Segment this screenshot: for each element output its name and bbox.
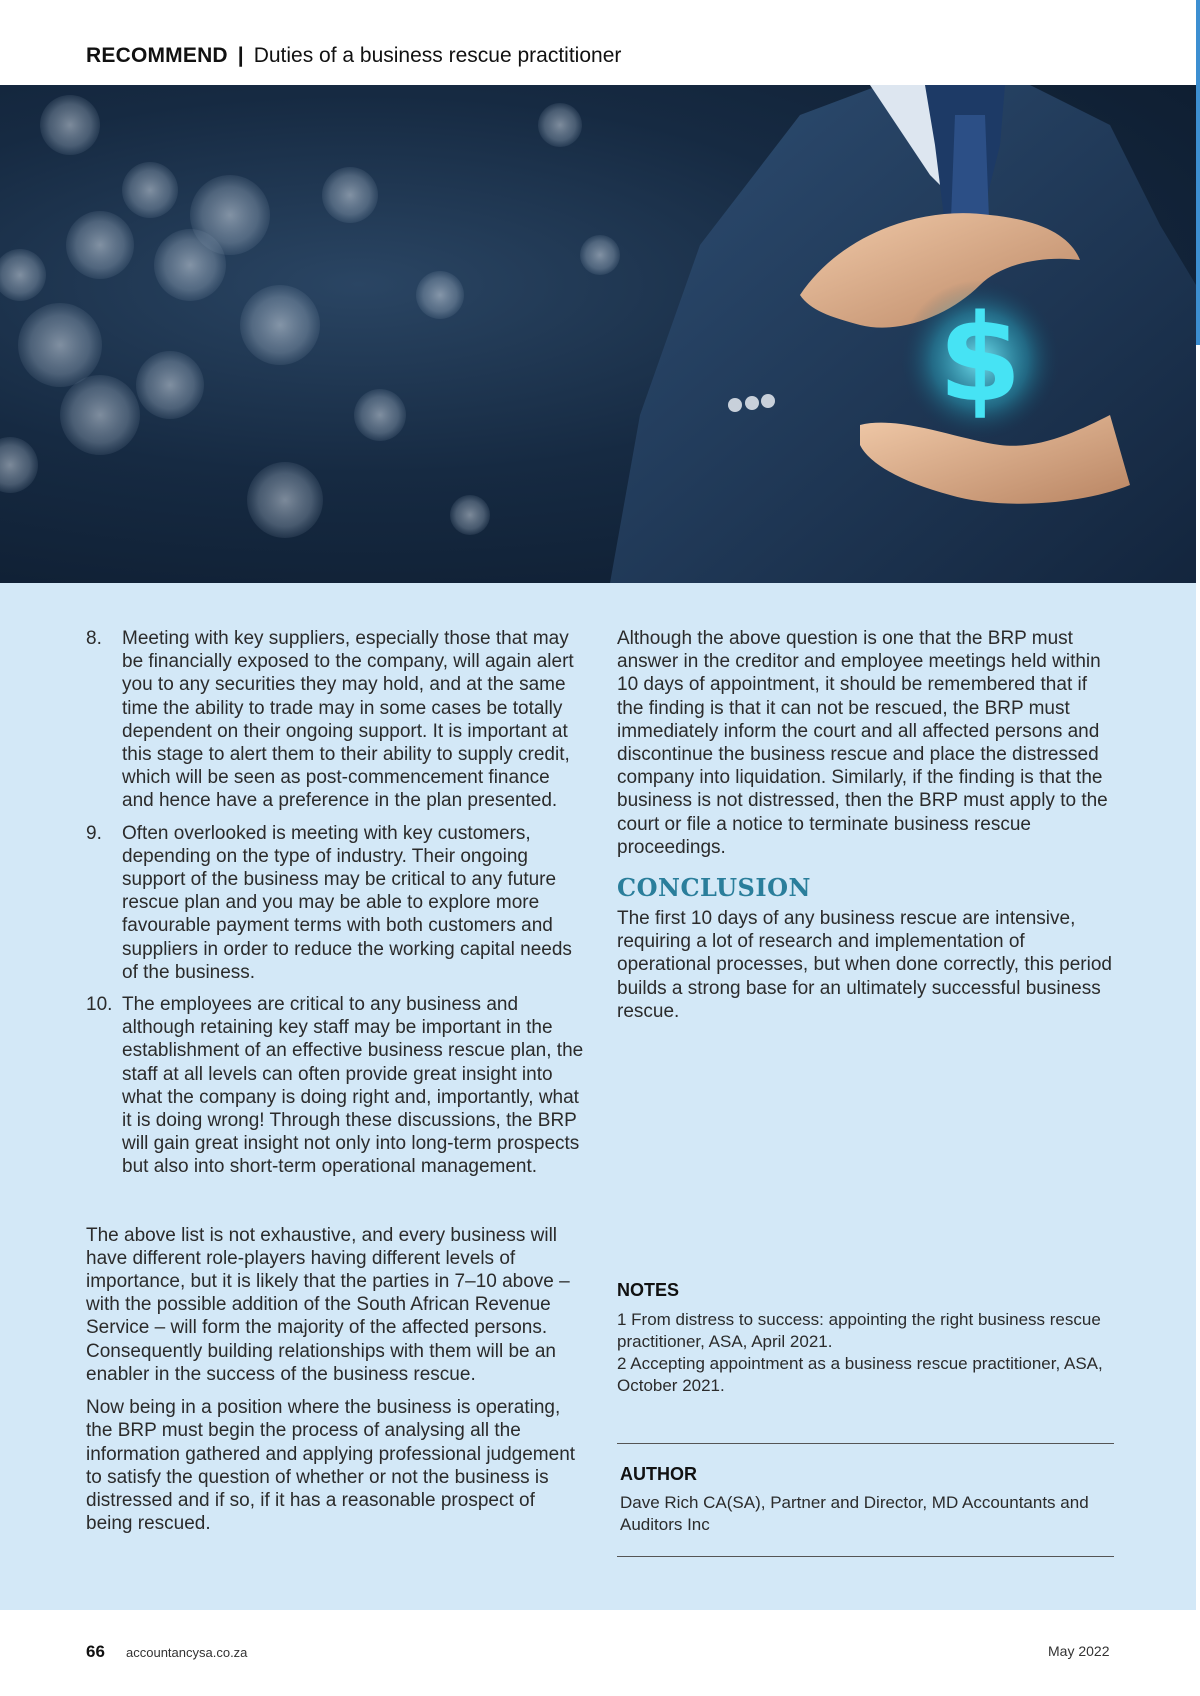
body-paragraph: The above list is not exhaustive, and every business will have different role-players having different levels of importance, but it is likely that the parties in 7–10 above – with the possible addition of the South African Revenue Service – will form the majority of the affected persons. Consequently building relationships with them will be an enabler in the success of the business rescue. <box>86 1224 570 1385</box>
article-title: Duties of a business rescue practitioner <box>253 44 622 67</box>
conclusion-heading: CONCLUSION <box>617 873 811 903</box>
running-header <box>86 44 621 68</box>
numbered-steps-list <box>86 627 584 1179</box>
list-item <box>86 627 584 813</box>
website-link[interactable]: accountancysa.co.za <box>126 1645 248 1660</box>
author-text: Dave Rich CA(SA), Partner and Director, MD Accountants and Auditors Inc <box>620 1493 1089 1534</box>
list-item <box>86 822 584 984</box>
page-number: 66 <box>86 1642 105 1661</box>
hero-illustration <box>0 85 1196 583</box>
hero-image <box>0 85 1196 583</box>
author-box <box>617 1443 1114 1557</box>
list-item-number: 10. <box>86 994 113 1016</box>
body-paragraph: Although the above question is one that the BRP must answer in the creditor and employee meetings held within 10 days of appointment, it should be remembered that if the finding is that it can not be rescued, the BRP must immediately inform the court and all affected persons and discontinue the business rescue and place the distressed company into liquidation. Similarly, if the finding is that the business is not distressed, then the BRP must apply to the court or file a notice to terminate business rescue proceedings. <box>617 628 1108 858</box>
header-separator: | <box>237 44 244 67</box>
list-item-number: 8. <box>86 628 102 649</box>
left-column <box>86 627 584 1545</box>
list-item-text: Often overlooked is meeting with key customers, depending on the type of industry. Their ongoing support of the business may be critical to any future rescue plan and you may be able to explore more favourable payment terms with both customers and suppliers in order to reduce the working capital needs of the business. <box>122 822 572 983</box>
list-item <box>86 993 584 1179</box>
bokeh-lights <box>0 95 620 538</box>
section-label: RECOMMEND <box>86 44 228 67</box>
body-paragraph: Now being in a position where the business is operating, the BRP must begin the process of analysing all the information gathered and applying professional judgement to satisfy the question of whether or not the business is distressed and if so, if it has a reasonable prospect of being rescued. <box>86 1397 576 1535</box>
businessman-figure <box>610 85 1196 583</box>
conclusion-paragraph: The first 10 days of any business rescue are intensive, requiring a lot of research and implementation of operational processes, but when done correctly, this period builds a strong base for an ultimately successful business rescue. <box>617 908 1112 1022</box>
notes-heading: NOTES <box>617 1280 680 1300</box>
author-heading: AUTHOR <box>620 1464 697 1484</box>
issue-date: May 2022 <box>1048 1643 1110 1659</box>
note-item: 1 From distress to success: appointing the right business rescue practitioner, ASA, April 2021. <box>617 1310 1101 1351</box>
dollar-sign-icon: $ <box>938 290 1022 429</box>
page-edge-accent-bar <box>1196 0 1200 345</box>
page-footer <box>0 1610 1200 1696</box>
notes-section <box>617 1280 1115 1397</box>
dollar-glow <box>900 280 1060 440</box>
note-item: 2 Accepting appointment as a business rescue practitioner, ASA, October 2021. <box>617 1354 1103 1395</box>
list-item-text: Meeting with key suppliers, especially those that may be financially exposed to the company, will again alert you to any securities they may hold, and at the same time the ability to trade may in some cases be totally dependent on their ongoing support. It is important at this stage to alert them to their ability to supply credit, which will be seen as post-commencement finance and hence have a preference in the plan presented. <box>122 628 574 812</box>
list-item-number: 9. <box>86 822 102 844</box>
right-column <box>617 627 1115 1033</box>
list-item-text: The employees are critical to any business and although retaining key staff may be important in the establishment of an effective business rescue plan, the staff at all levels can often provide great insight into what the company is doing right and, importantly, what it is doing wrong! Through these discussions, the BRP will gain great insight not only into long-term prospects but also into short-term operational management. <box>122 994 584 1178</box>
